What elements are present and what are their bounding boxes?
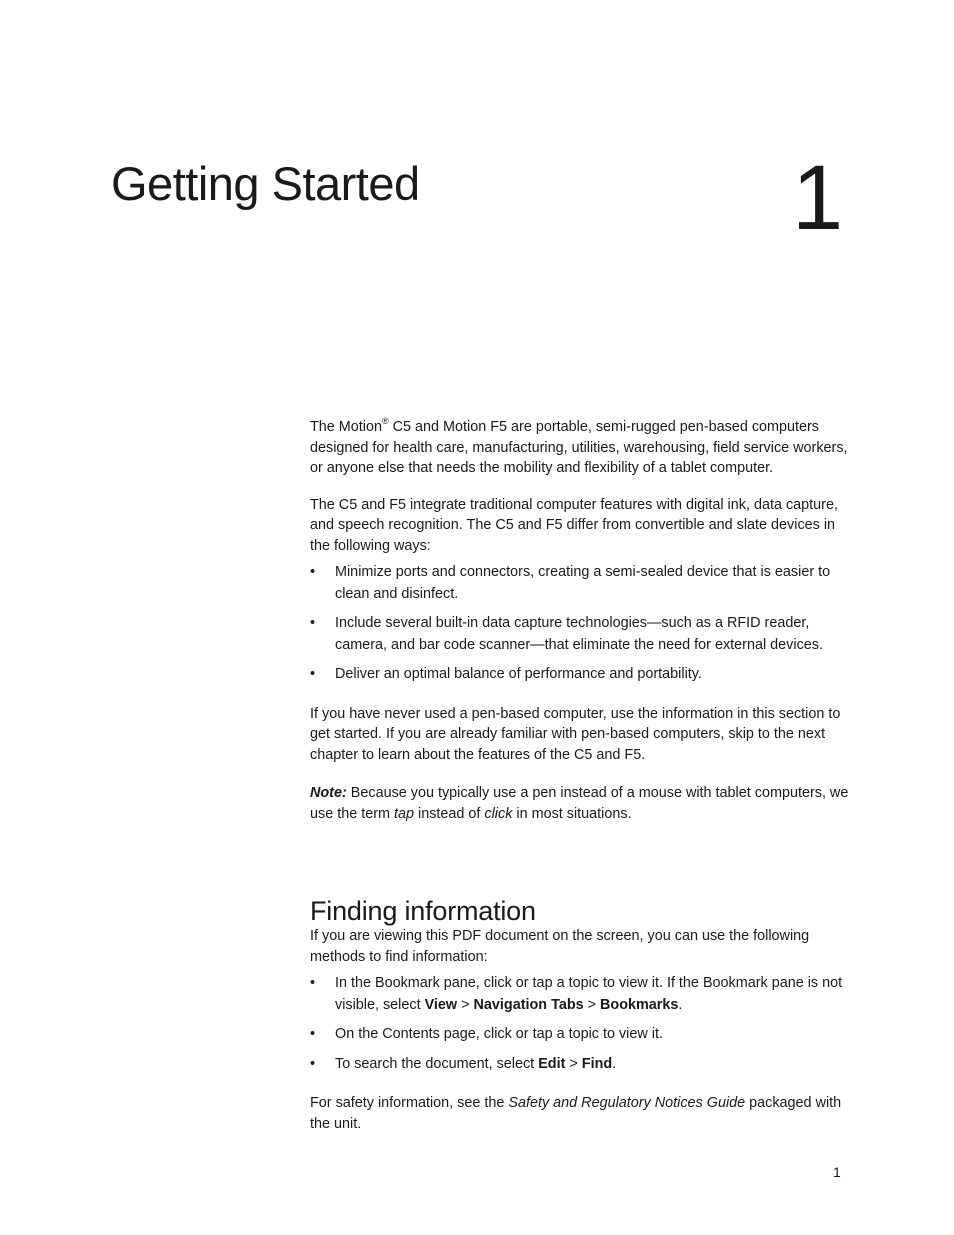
note-paragraph <box>310 783 850 824</box>
list-item-text: To search the document, select <box>335 1055 539 1072</box>
finding-methods-list <box>310 973 850 1075</box>
note-text: Because you typically use a pen instead of a mouse with tablet computers, we use the term <box>310 785 849 822</box>
bullet-glyph: • <box>310 1026 316 1042</box>
menu-path-bookmarks: Bookmarks <box>600 996 679 1013</box>
period: . <box>678 996 683 1013</box>
list-item <box>310 664 850 686</box>
menu-path-edit: Edit <box>538 1055 566 1072</box>
note-text: instead of <box>414 805 485 822</box>
chapter-title: Getting Started <box>111 157 420 210</box>
intro-paragraph-1 <box>310 417 850 479</box>
note-text: in most situations. <box>512 805 632 822</box>
page-number: 1 <box>833 1164 841 1180</box>
list-item <box>310 1024 850 1046</box>
safety-text: For safety information, see the <box>310 1095 509 1111</box>
list-item <box>310 1054 850 1076</box>
path-separator: > <box>583 996 601 1013</box>
intro-p1-rest: C5 and Motion F5 are portable, semi-rugged pen-based computers designed for health care, manufacturing, utilities, warehousing, field service workers, or anyone else that needs the mobility and flexibility of a tablet computer. <box>310 419 848 476</box>
period: . <box>612 1055 617 1072</box>
note-term-click: click <box>484 805 513 822</box>
bullet-glyph: • <box>310 564 316 580</box>
safety-guide-title: Safety and Regulatory Notices Guide <box>508 1095 746 1111</box>
menu-path-view: View <box>424 996 458 1013</box>
menu-path-navigation-tabs: Navigation Tabs <box>473 996 584 1013</box>
note-term-tap: tap <box>393 805 414 822</box>
list-item-text: Deliver an optimal balance of performance and portability. <box>335 666 702 682</box>
menu-path-find: Find <box>581 1055 613 1072</box>
bullet-glyph: • <box>310 1055 316 1072</box>
path-separator: > <box>565 1055 582 1072</box>
intro-p1-start: The Motion <box>310 419 382 435</box>
list-item-text: Minimize ports and connectors, creating a semi-sealed device that is easier to clean and disinfect. <box>335 564 831 602</box>
intro-paragraph-3: If you have never used a pen-based computer, use the information in this section to get started. If you are already familiar with pen-based computers, skip to the next chapter to learn about the features of the C5 and F5. <box>310 705 841 763</box>
list-item <box>310 562 850 605</box>
bullet-glyph: • <box>310 615 316 631</box>
intro-paragraph-2: The C5 and F5 integrate traditional computer features with digital ink, data capture, and speech recognition. The C5 and F5 differ from convertible and slate devices in the following ways: <box>310 496 838 554</box>
note-label: Note: <box>310 785 347 801</box>
chapter-number: 1 <box>792 147 844 249</box>
list-item <box>310 613 850 656</box>
safety-paragraph <box>310 1093 850 1134</box>
registered-mark: ® <box>382 416 389 427</box>
path-separator: > <box>457 996 474 1013</box>
section-heading-finding-information: Finding information <box>310 896 536 926</box>
bullet-glyph: • <box>310 975 316 991</box>
main-content <box>310 417 850 1134</box>
differences-list <box>310 562 850 686</box>
list-item-text: On the Contents page, click or tap a topic to view it. <box>335 1026 663 1042</box>
finding-paragraph-1: If you are viewing this PDF document on the screen, you can use the following methods to find information: <box>310 928 810 965</box>
safety-text: packaged with the unit. <box>310 1095 842 1132</box>
list-item-text: In the Bookmark pane, click or tap a topic to view it. If the Bookmark pane is not visible, select <box>335 975 843 1013</box>
bullet-glyph: • <box>310 666 316 682</box>
list-item-text: Include several built-in data capture technologies—such as a RFID reader, camera, and bar code scanner—that eliminate the need for external devices. <box>335 615 823 653</box>
list-item <box>310 973 850 1016</box>
